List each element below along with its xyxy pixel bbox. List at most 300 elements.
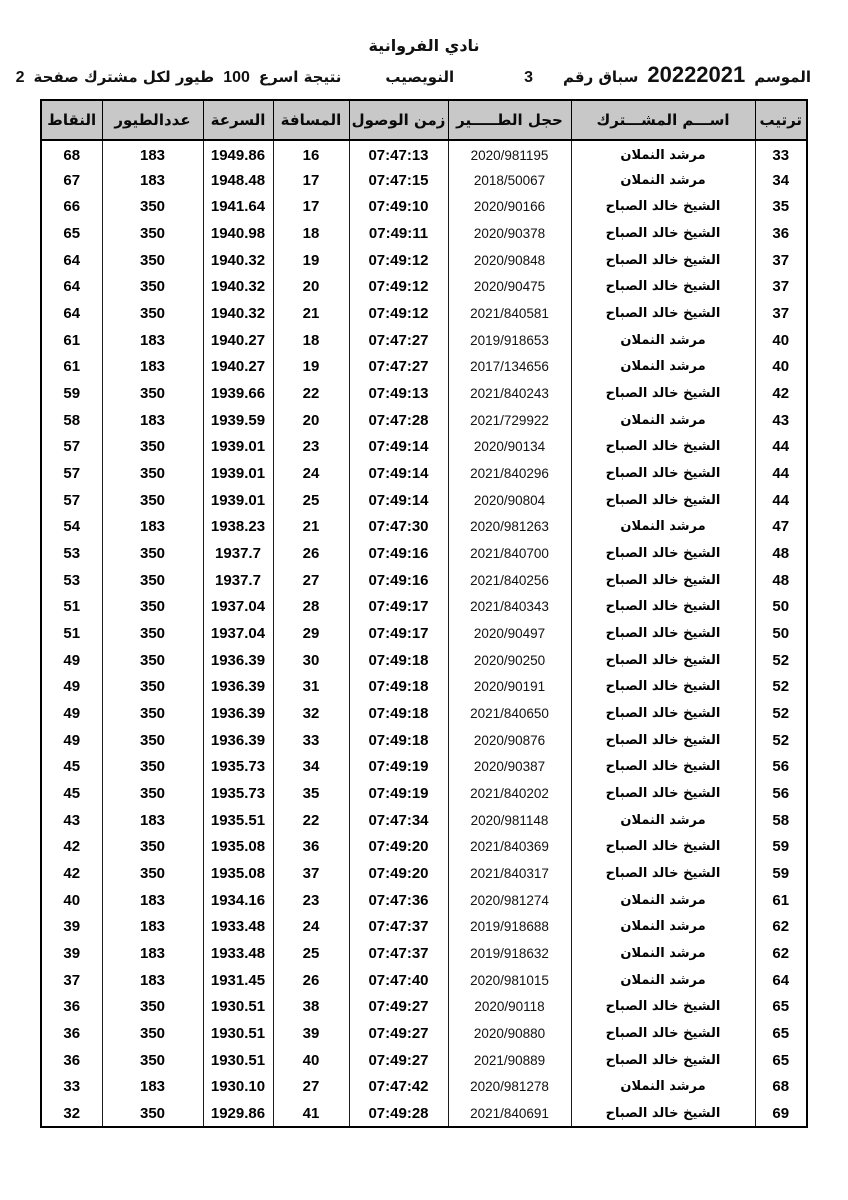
table-row	[41, 647, 807, 674]
table-row	[41, 380, 807, 407]
cell-arrival-time: 07:49:20	[349, 860, 448, 887]
cell-rank: 65	[755, 1020, 807, 1047]
cell-arrival-time: 07:47:40	[349, 967, 448, 994]
page-title: نادي الفروانية	[368, 36, 480, 55]
cell-points: 36	[41, 1020, 102, 1047]
cell-bird-count: 350	[102, 780, 203, 807]
table-row	[41, 140, 807, 167]
cell-points: 65	[41, 220, 102, 247]
cell-speed: 1940.27	[203, 353, 273, 380]
cell-points: 57	[41, 460, 102, 487]
cell-distance: 19	[273, 353, 349, 380]
cell-bird-count: 350	[102, 647, 203, 674]
cell-distance: 17	[273, 167, 349, 194]
cell-arrival-time: 07:49:10	[349, 193, 448, 220]
cell-participant-name: مرشد النملان	[571, 967, 755, 994]
table-row	[41, 1047, 807, 1074]
cell-points: 36	[41, 994, 102, 1021]
cell-bird-count: 350	[102, 753, 203, 780]
cell-speed: 1940.32	[203, 273, 273, 300]
cell-bird-ring: 2021/840296	[448, 460, 571, 487]
cell-distance: 24	[273, 460, 349, 487]
cell-speed: 1935.08	[203, 833, 273, 860]
cell-distance: 36	[273, 833, 349, 860]
table-row	[41, 913, 807, 940]
cell-speed: 1930.10	[203, 1074, 273, 1101]
cell-participant-name: الشيخ خالد الصباح	[571, 647, 755, 674]
table-row	[41, 780, 807, 807]
table-row	[41, 1074, 807, 1101]
cell-arrival-time: 07:49:19	[349, 780, 448, 807]
cell-bird-count: 183	[102, 140, 203, 167]
cell-arrival-time: 07:49:18	[349, 647, 448, 674]
cell-points: 37	[41, 967, 102, 994]
cell-distance: 37	[273, 860, 349, 887]
cell-speed: 1929.86	[203, 1100, 273, 1127]
cell-points: 43	[41, 807, 102, 834]
cell-bird-ring: 2021/840202	[448, 780, 571, 807]
cell-rank: 44	[755, 433, 807, 460]
header-rank: ترتيب	[755, 100, 807, 140]
cell-bird-ring: 2020/90848	[448, 247, 571, 274]
cell-speed: 1937.7	[203, 540, 273, 567]
cell-rank: 44	[755, 460, 807, 487]
cell-arrival-time: 07:47:27	[349, 353, 448, 380]
cell-bird-count: 350	[102, 273, 203, 300]
cell-points: 45	[41, 780, 102, 807]
cell-points: 67	[41, 167, 102, 194]
cell-distance: 23	[273, 433, 349, 460]
cell-rank: 62	[755, 940, 807, 967]
table-row	[41, 513, 807, 540]
cell-bird-ring: 2020/90387	[448, 753, 571, 780]
header-points: النقاط	[41, 100, 102, 140]
cell-arrival-time: 07:47:34	[349, 807, 448, 834]
table-row	[41, 994, 807, 1021]
cell-arrival-time: 07:49:12	[349, 247, 448, 274]
cell-arrival-time: 07:47:36	[349, 887, 448, 914]
cell-bird-count: 183	[102, 940, 203, 967]
cell-bird-count: 350	[102, 1020, 203, 1047]
cell-rank: 52	[755, 700, 807, 727]
cell-participant-name: الشيخ خالد الصباح	[571, 220, 755, 247]
cell-rank: 59	[755, 860, 807, 887]
cell-bird-ring: 2020/981274	[448, 887, 571, 914]
cell-bird-ring: 2020/90475	[448, 273, 571, 300]
cell-points: 51	[41, 620, 102, 647]
cell-distance: 20	[273, 407, 349, 434]
cell-bird-ring: 2021/840243	[448, 380, 571, 407]
cell-arrival-time: 07:47:28	[349, 407, 448, 434]
cell-distance: 32	[273, 700, 349, 727]
cell-rank: 50	[755, 620, 807, 647]
cell-speed: 1937.7	[203, 567, 273, 594]
cell-participant-name: مرشد النملان	[571, 1074, 755, 1101]
cell-arrival-time: 07:49:16	[349, 540, 448, 567]
cell-rank: 52	[755, 727, 807, 754]
table-row	[41, 860, 807, 887]
table-row	[41, 327, 807, 354]
table-row	[41, 593, 807, 620]
cell-arrival-time: 07:49:27	[349, 994, 448, 1021]
cell-bird-count: 350	[102, 860, 203, 887]
cell-bird-count: 350	[102, 433, 203, 460]
cell-arrival-time: 07:47:42	[349, 1074, 448, 1101]
cell-speed: 1931.45	[203, 967, 273, 994]
cell-bird-ring: 2020/981263	[448, 513, 571, 540]
cell-points: 36	[41, 1047, 102, 1074]
document-info-line	[16, 62, 811, 88]
cell-speed: 1940.27	[203, 327, 273, 354]
table-row	[41, 620, 807, 647]
results-table	[40, 99, 808, 1128]
cell-points: 42	[41, 833, 102, 860]
cell-speed: 1930.51	[203, 1020, 273, 1047]
cell-arrival-time: 07:49:12	[349, 300, 448, 327]
cell-points: 40	[41, 887, 102, 914]
cell-participant-name: الشيخ خالد الصباح	[571, 193, 755, 220]
cell-speed: 1941.64	[203, 193, 273, 220]
cell-bird-count: 183	[102, 1074, 203, 1101]
cell-bird-count: 350	[102, 193, 203, 220]
cell-rank: 58	[755, 807, 807, 834]
cell-participant-name: الشيخ خالد الصباح	[571, 1020, 755, 1047]
cell-distance: 34	[273, 753, 349, 780]
cell-speed: 1939.59	[203, 407, 273, 434]
cell-bird-ring: 2021/840581	[448, 300, 571, 327]
cell-bird-count: 183	[102, 513, 203, 540]
race-number-label: سباق رقم	[563, 68, 639, 86]
cell-points: 49	[41, 727, 102, 754]
cell-distance: 31	[273, 673, 349, 700]
table-row	[41, 967, 807, 994]
cell-rank: 34	[755, 167, 807, 194]
cell-rank: 65	[755, 1047, 807, 1074]
cell-participant-name: الشيخ خالد الصباح	[571, 673, 755, 700]
cell-participant-name: الشيخ خالد الصباح	[571, 700, 755, 727]
cell-distance: 38	[273, 994, 349, 1021]
cell-bird-ring: 2019/918653	[448, 327, 571, 354]
cell-participant-name: مرشد النملان	[571, 940, 755, 967]
cell-points: 49	[41, 647, 102, 674]
header-distance: المسافة	[273, 100, 349, 140]
cell-distance: 20	[273, 273, 349, 300]
table-row	[41, 220, 807, 247]
cell-rank: 48	[755, 540, 807, 567]
cell-speed: 1935.73	[203, 753, 273, 780]
cell-arrival-time: 07:49:17	[349, 620, 448, 647]
table-row	[41, 833, 807, 860]
cell-bird-count: 350	[102, 300, 203, 327]
cell-arrival-time: 07:47:15	[349, 167, 448, 194]
cell-participant-name: مرشد النملان	[571, 807, 755, 834]
cell-bird-ring: 2021/840369	[448, 833, 571, 860]
cell-bird-count: 350	[102, 567, 203, 594]
cell-participant-name: الشيخ خالد الصباح	[571, 540, 755, 567]
table-row	[41, 273, 807, 300]
cell-speed: 1933.48	[203, 940, 273, 967]
cell-points: 39	[41, 940, 102, 967]
cell-bird-ring: 2020/90378	[448, 220, 571, 247]
cell-distance: 19	[273, 247, 349, 274]
cell-participant-name: الشيخ خالد الصباح	[571, 487, 755, 514]
cell-participant-name: الشيخ خالد الصباح	[571, 433, 755, 460]
fastest-count-value: 100	[223, 69, 250, 86]
cell-bird-ring: 2019/918688	[448, 913, 571, 940]
cell-rank: 37	[755, 300, 807, 327]
cell-speed: 1949.86	[203, 140, 273, 167]
cell-bird-count: 183	[102, 913, 203, 940]
cell-rank: 40	[755, 353, 807, 380]
cell-bird-ring: 2021/840317	[448, 860, 571, 887]
cell-distance: 18	[273, 220, 349, 247]
cell-speed: 1936.39	[203, 727, 273, 754]
cell-distance: 16	[273, 140, 349, 167]
cell-points: 68	[41, 140, 102, 167]
cell-points: 64	[41, 300, 102, 327]
table-row	[41, 673, 807, 700]
cell-bird-count: 183	[102, 887, 203, 914]
cell-rank: 59	[755, 833, 807, 860]
cell-distance: 23	[273, 887, 349, 914]
table-row	[41, 1020, 807, 1047]
cell-speed: 1939.01	[203, 460, 273, 487]
cell-rank: 68	[755, 1074, 807, 1101]
table-row	[41, 1100, 807, 1127]
cell-points: 57	[41, 487, 102, 514]
cell-arrival-time: 07:49:18	[349, 673, 448, 700]
cell-speed: 1937.04	[203, 620, 273, 647]
cell-bird-ring: 2021/729922	[448, 407, 571, 434]
cell-arrival-time: 07:49:28	[349, 1100, 448, 1127]
cell-participant-name: مرشد النملان	[571, 353, 755, 380]
cell-points: 57	[41, 433, 102, 460]
cell-points: 66	[41, 193, 102, 220]
cell-speed: 1930.51	[203, 994, 273, 1021]
table-row	[41, 247, 807, 274]
cell-bird-ring: 2020/90191	[448, 673, 571, 700]
cell-rank: 44	[755, 487, 807, 514]
cell-distance: 29	[273, 620, 349, 647]
table-row	[41, 807, 807, 834]
cell-rank: 52	[755, 673, 807, 700]
cell-distance: 22	[273, 807, 349, 834]
cell-distance: 24	[273, 913, 349, 940]
cell-bird-count: 350	[102, 1047, 203, 1074]
cell-arrival-time: 07:47:27	[349, 327, 448, 354]
cell-bird-ring: 2020/90497	[448, 620, 571, 647]
cell-bird-ring: 2021/840650	[448, 700, 571, 727]
cell-distance: 27	[273, 1074, 349, 1101]
cell-points: 49	[41, 673, 102, 700]
cell-bird-count: 350	[102, 460, 203, 487]
cell-distance: 21	[273, 300, 349, 327]
cell-participant-name: الشيخ خالد الصباح	[571, 620, 755, 647]
cell-distance: 22	[273, 380, 349, 407]
cell-participant-name: الشيخ خالد الصباح	[571, 1047, 755, 1074]
cell-bird-ring: 2021/840256	[448, 567, 571, 594]
cell-participant-name: مرشد النملان	[571, 327, 755, 354]
cell-bird-ring: 2020/981278	[448, 1074, 571, 1101]
cell-bird-ring: 2020/90250	[448, 647, 571, 674]
cell-bird-ring: 2019/918632	[448, 940, 571, 967]
table-row	[41, 353, 807, 380]
cell-bird-count: 350	[102, 247, 203, 274]
cell-participant-name: الشيخ خالد الصباح	[571, 567, 755, 594]
cell-distance: 17	[273, 193, 349, 220]
cell-participant-name: الشيخ خالد الصباح	[571, 247, 755, 274]
cell-participant-name: الشيخ خالد الصباح	[571, 753, 755, 780]
cell-distance: 26	[273, 540, 349, 567]
cell-points: 33	[41, 1074, 102, 1101]
cell-participant-name: الشيخ خالد الصباح	[571, 593, 755, 620]
cell-participant-name: مرشد النملان	[571, 407, 755, 434]
cell-distance: 25	[273, 487, 349, 514]
table-row	[41, 300, 807, 327]
cell-arrival-time: 07:47:13	[349, 140, 448, 167]
cell-bird-ring: 2020/981015	[448, 967, 571, 994]
race-location: النويصيب	[385, 68, 455, 86]
table-row	[41, 193, 807, 220]
cell-distance: 28	[273, 593, 349, 620]
cell-participant-name: الشيخ خالد الصباح	[571, 380, 755, 407]
cell-participant-name: الشيخ خالد الصباح	[571, 833, 755, 860]
cell-arrival-time: 07:49:18	[349, 700, 448, 727]
header-arrival-time: زمن الوصول	[349, 100, 448, 140]
cell-bird-count: 350	[102, 220, 203, 247]
cell-speed: 1940.32	[203, 247, 273, 274]
cell-participant-name: مرشد النملان	[571, 913, 755, 940]
cell-distance: 21	[273, 513, 349, 540]
cell-rank: 37	[755, 247, 807, 274]
cell-bird-count: 350	[102, 833, 203, 860]
cell-participant-name: الشيخ خالد الصباح	[571, 780, 755, 807]
table-row	[41, 433, 807, 460]
page-number-value: 2	[15, 69, 25, 86]
cell-rank: 50	[755, 593, 807, 620]
cell-rank: 47	[755, 513, 807, 540]
cell-points: 53	[41, 540, 102, 567]
cell-speed: 1939.01	[203, 433, 273, 460]
cell-rank: 33	[755, 140, 807, 167]
cell-distance: 35	[273, 780, 349, 807]
season-value: 20222021	[647, 62, 746, 87]
cell-bird-ring: 2020/90876	[448, 727, 571, 754]
cell-speed: 1933.48	[203, 913, 273, 940]
cell-distance: 40	[273, 1047, 349, 1074]
cell-distance: 30	[273, 647, 349, 674]
cell-speed: 1936.39	[203, 673, 273, 700]
cell-participant-name: مرشد النملان	[571, 140, 755, 167]
season-label: الموسم	[754, 68, 811, 86]
cell-speed: 1934.16	[203, 887, 273, 914]
table-row	[41, 727, 807, 754]
cell-participant-name: الشيخ خالد الصباح	[571, 1100, 755, 1127]
per-participant-label: طيور لكل مشترك صفحة	[33, 68, 215, 86]
cell-bird-count: 350	[102, 487, 203, 514]
cell-bird-ring: 2021/840691	[448, 1100, 571, 1127]
cell-bird-count: 183	[102, 967, 203, 994]
cell-bird-count: 350	[102, 620, 203, 647]
cell-distance: 25	[273, 940, 349, 967]
cell-bird-ring: 2021/840700	[448, 540, 571, 567]
header-bird-ring: حجل الطـــــير	[448, 100, 571, 140]
table-row	[41, 460, 807, 487]
cell-rank: 43	[755, 407, 807, 434]
cell-arrival-time: 07:49:12	[349, 273, 448, 300]
cell-points: 42	[41, 860, 102, 887]
cell-bird-ring: 2020/981148	[448, 807, 571, 834]
cell-rank: 35	[755, 193, 807, 220]
cell-bird-ring: 2017/134656	[448, 353, 571, 380]
cell-points: 61	[41, 327, 102, 354]
cell-arrival-time: 07:49:17	[349, 593, 448, 620]
cell-bird-ring: 2020/90804	[448, 487, 571, 514]
table-row	[41, 540, 807, 567]
cell-participant-name: الشيخ خالد الصباح	[571, 300, 755, 327]
cell-arrival-time: 07:49:19	[349, 753, 448, 780]
cell-bird-ring: 2020/90118	[448, 994, 571, 1021]
cell-bird-ring: 2018/50067	[448, 167, 571, 194]
cell-rank: 37	[755, 273, 807, 300]
table-row	[41, 407, 807, 434]
cell-arrival-time: 07:47:37	[349, 913, 448, 940]
race-number-value: 3	[524, 69, 533, 86]
table-row	[41, 887, 807, 914]
header-bird-count: عددالطيور	[102, 100, 203, 140]
cell-bird-count: 350	[102, 700, 203, 727]
cell-bird-count: 350	[102, 1100, 203, 1127]
table-row	[41, 940, 807, 967]
cell-points: 64	[41, 247, 102, 274]
cell-participant-name: مرشد النملان	[571, 167, 755, 194]
header-participant: اســـم المشـــترك	[571, 100, 755, 140]
result-type-label: نتيجة اسرع	[258, 68, 342, 86]
cell-bird-count: 183	[102, 327, 203, 354]
cell-bird-count: 183	[102, 407, 203, 434]
cell-participant-name: الشيخ خالد الصباح	[571, 273, 755, 300]
cell-points: 54	[41, 513, 102, 540]
cell-arrival-time: 07:49:13	[349, 380, 448, 407]
cell-rank: 42	[755, 380, 807, 407]
cell-rank: 65	[755, 994, 807, 1021]
cell-bird-count: 350	[102, 673, 203, 700]
cell-participant-name: مرشد النملان	[571, 513, 755, 540]
cell-speed: 1939.66	[203, 380, 273, 407]
cell-rank: 40	[755, 327, 807, 354]
table-row	[41, 567, 807, 594]
cell-points: 32	[41, 1100, 102, 1127]
cell-bird-ring: 2021/90889	[448, 1047, 571, 1074]
cell-bird-ring: 2021/840343	[448, 593, 571, 620]
cell-rank: 56	[755, 753, 807, 780]
cell-rank: 69	[755, 1100, 807, 1127]
cell-distance: 33	[273, 727, 349, 754]
cell-arrival-time: 07:49:27	[349, 1047, 448, 1074]
cell-rank: 52	[755, 647, 807, 674]
cell-distance: 27	[273, 567, 349, 594]
cell-bird-count: 350	[102, 727, 203, 754]
cell-rank: 61	[755, 887, 807, 914]
cell-bird-ring: 2020/90134	[448, 433, 571, 460]
cell-bird-count: 350	[102, 540, 203, 567]
cell-speed: 1937.04	[203, 593, 273, 620]
cell-rank: 62	[755, 913, 807, 940]
cell-arrival-time: 07:49:16	[349, 567, 448, 594]
cell-rank: 36	[755, 220, 807, 247]
cell-speed: 1948.48	[203, 167, 273, 194]
cell-bird-count: 350	[102, 380, 203, 407]
